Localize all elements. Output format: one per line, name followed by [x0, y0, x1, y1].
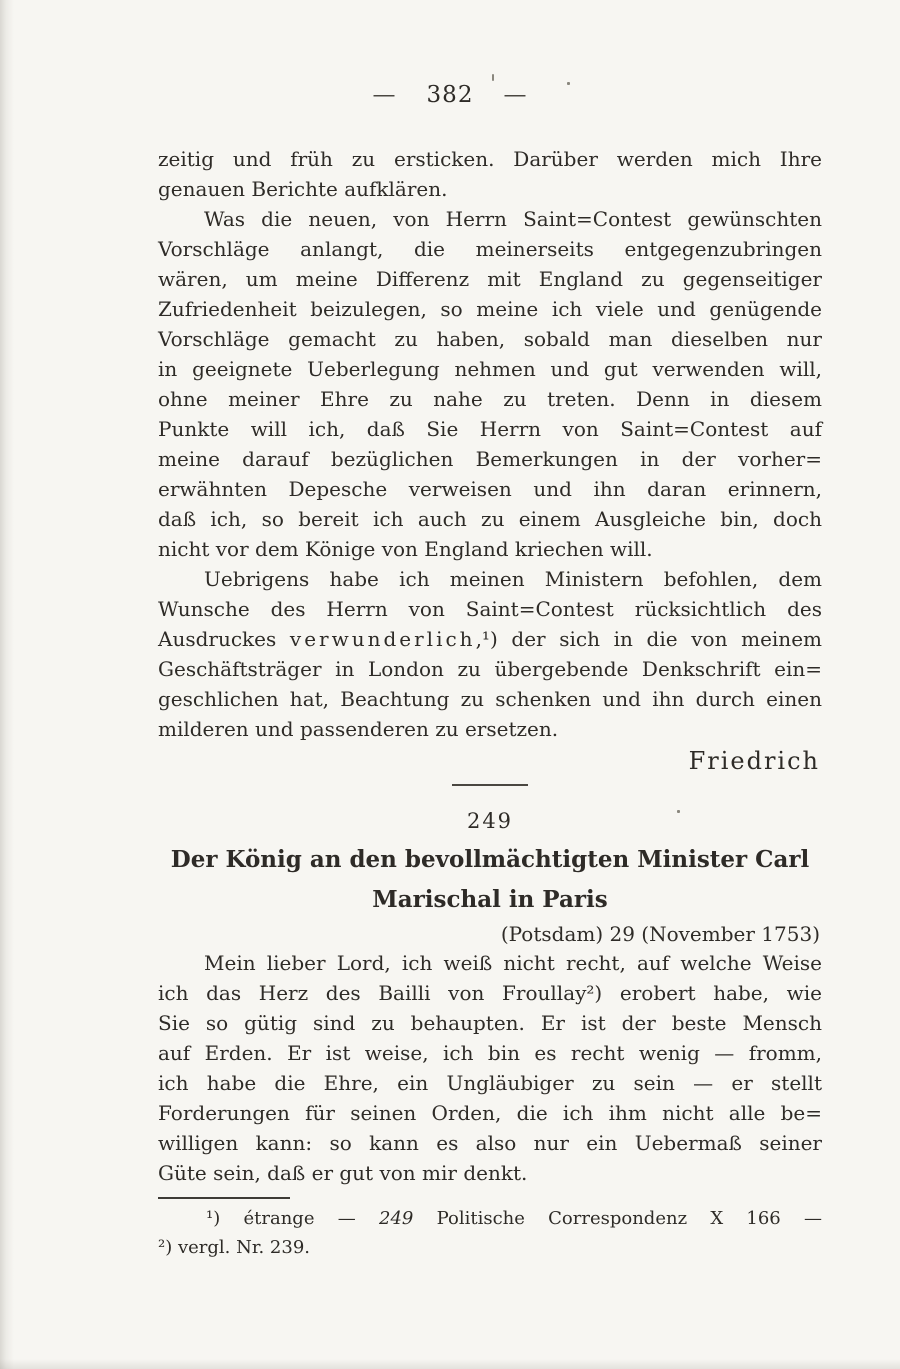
dateline: (Potsdam) 29 (November 1753) [500, 922, 820, 946]
text-line: Geschäftsträger in London zu übergebende Denkschrift ein= [158, 657, 822, 681]
text-column [0, 144, 900, 1262]
text-line: auf Erden. Er ist weise, ich bin es recht wenig — fromm, [158, 1041, 822, 1065]
text-line-with-spaced-word [158, 624, 822, 654]
text-line: Mein lieber Lord, ich weiß nicht recht, auf welche Weise [204, 951, 822, 975]
text-line: ich habe die Ehre, ein Ungläubiger zu sein — er stellt [158, 1071, 822, 1095]
header-dash-left: — [372, 82, 397, 108]
text-line: Forderungen für seinen Orden, die ich ihm nicht alle be= [158, 1101, 822, 1125]
document-number: 249 [466, 809, 514, 833]
page-number: 382 [426, 82, 474, 108]
document-heading [158, 840, 822, 920]
text-line: Punkte will ich, daß Sie Herrn von Saint=Contest auf [158, 417, 822, 441]
footnotes [158, 1204, 822, 1262]
paragraph-proposals [158, 204, 822, 564]
text-line: nicht vor dem Könige von England kriechen will. [158, 537, 653, 561]
footnote-line [158, 1204, 822, 1233]
footnote-marker-and-text: ¹) étrange — [206, 1208, 379, 1229]
footnote-line: ²) vergl. Nr. 239. [158, 1237, 311, 1258]
signature-friedrich: Friedrich [688, 747, 820, 775]
scan-speck [567, 82, 570, 85]
text-line: erwähnten Depesche verweisen und ihn daran erinnern, [158, 477, 822, 501]
text-line: Was die neuen, von Herrn Saint=Contest gewünschten [204, 207, 822, 231]
header-dash-right: — [503, 82, 528, 108]
text-line: Sie so gütig sind zu behaupten. Er ist der beste Mensch [158, 1011, 822, 1035]
heading-line: Der König an den bevollmächtigten Minister Carl [170, 846, 810, 873]
text-line: zeitig und früh zu ersticken. Darüber werden mich Ihre [158, 147, 822, 171]
text-line: Vorschläge gemacht zu haben, sobald man dieselben nur [158, 327, 822, 351]
text-line: wären, um meine Differenz mit England zu gegenseitiger [158, 267, 822, 291]
text-line: Zufriedenheit beizulegen, so meine ich viele und genügende [158, 297, 822, 321]
footnote-rule [158, 1197, 290, 1199]
scan-speck [677, 810, 680, 813]
paragraph-continuation [158, 144, 822, 204]
text-line: meine darauf bezüglichen Bemerkungen in der vorher= [158, 447, 822, 471]
paragraph-ministers [158, 564, 822, 744]
page-header [0, 0, 900, 110]
emphasized-word: verwunderlich [289, 627, 476, 651]
text-line: milderen und passenderen zu ersetzen. [158, 717, 559, 741]
footnote-document-number: 249 [379, 1208, 414, 1229]
text-line: Wunsche des Herrn von Saint=Contest rücksichtlich des [158, 597, 822, 621]
heading-line: Marischal in Paris [372, 886, 608, 913]
text-line: daß ich, so bereit ich auch zu einem Ausgleiche bin, doch [158, 507, 822, 531]
text-line: Güte sein, daß er gut von mir denkt. [158, 1161, 528, 1185]
text-line: ich das Herz des Bailli von Froullay²) erobert habe, wie [158, 981, 822, 1005]
text-line: genauen Berichte aufklären. [158, 177, 448, 201]
section-divider-rule [452, 784, 528, 786]
scan-speck [492, 74, 494, 81]
paragraph-letter-249 [158, 948, 822, 1188]
text-line: Uebrigens habe ich meinen Ministern befohlen, dem [204, 567, 822, 591]
line-segment: Ausdruckes [158, 627, 290, 651]
line-segment-with-footnote-marker: ,¹) der sich in die von meinem [475, 627, 822, 651]
text-line: Vorschläge anlangt, die meinerseits entgegenzubringen [158, 237, 822, 261]
text-line: ohne meiner Ehre zu nahe zu treten. Denn in diesem [158, 387, 822, 411]
text-line: geschlichen hat, Beachtung zu schenken und ihn durch einen [158, 687, 822, 711]
footnote-source-reference: Politische Correspondenz X 166 — [413, 1208, 822, 1229]
text-line: willigen kann: so kann es also nur ein Uebermaß seiner [158, 1131, 822, 1155]
text-line: in geeignete Ueberlegung nehmen und gut verwenden will, [158, 357, 822, 381]
